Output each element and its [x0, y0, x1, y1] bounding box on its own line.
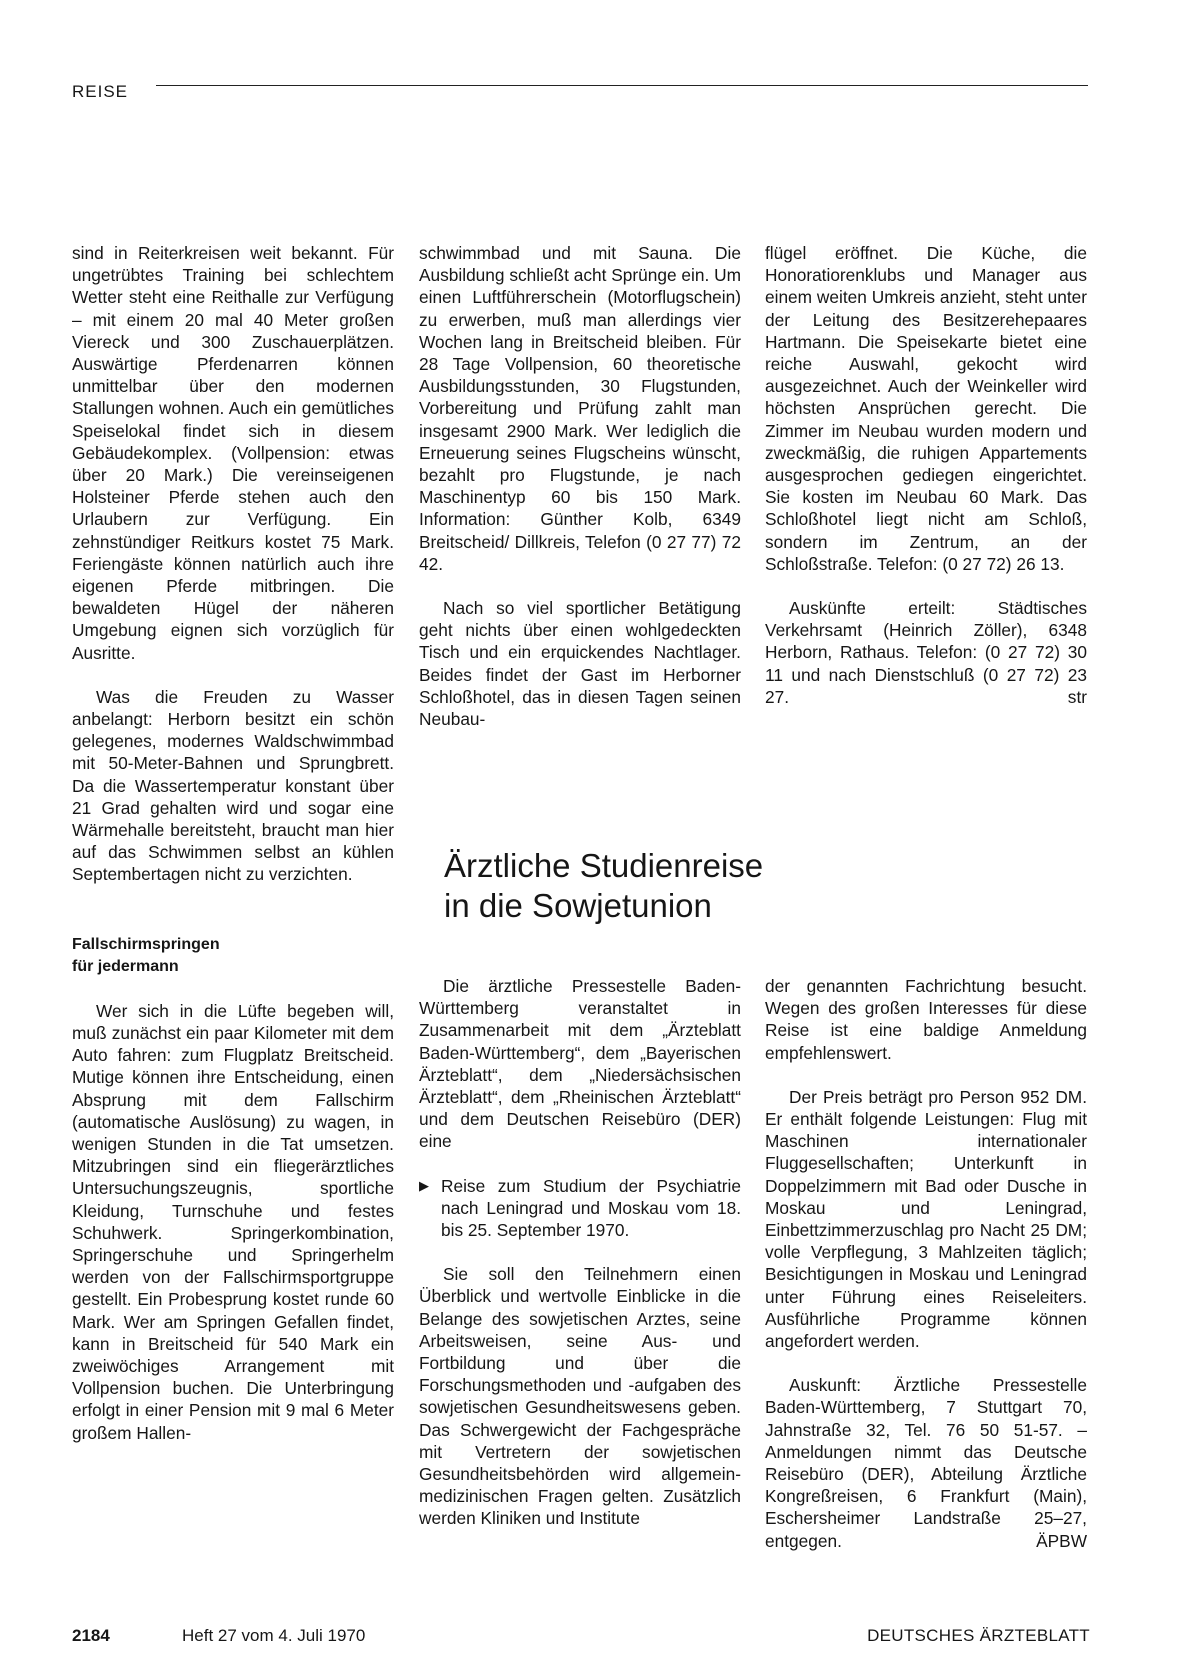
heading-line: Fallschirmspringen: [72, 935, 220, 953]
story-title: [444, 846, 763, 926]
paragraph: Auskunft: Ärztliche Pressestelle Baden-Württemberg, 7 Stuttgart 70, Jahnstraße 32, Tel. 76 50 51-57. – Anmeldungen nimmt das Deutsche Reisebüro (DER), Abteilung Ärztliche Kongreßreisen, 6 Frankfurt (Main), Eschersheimer Landstraße 25–27, entgegen.: [765, 1375, 1087, 1551]
heading-line: für jedermann: [72, 957, 179, 975]
story-column-1: [419, 975, 741, 1530]
journal-name: DEUTSCHES ÄRZTEBLATT: [867, 1626, 1090, 1645]
header-rule: [156, 85, 1088, 86]
issue-info: Heft 27 vom 4. Juli 1970: [182, 1626, 366, 1645]
paragraph: sind in Reiterkreisen weit bekannt. Für ungetrübtes Training bei schlechtem Wetter steht eine Reithalle zur Verfügung – mit einem 20 mal 40 Meter großen Viereck und 300 Zuschauerplätzen. Auswärtige Pferdenarren können unmittelbar über den modernen Stallungen wohnen. Auch ein gemütliches Speiselokal findet sich in diesem Gebäudekomplex. (Vollpension: etwas über 20 Mark.) Die vereinseigenen Holsteiner Pferde stehen auch den Urlaubern zur Verfügung. Ein zehnstündiger Reitkurs kostet 75 Mark. Feriengäste können natürlich auch ihre eigenen Pferde mitbringen. Die bewaldeten Hügel der näheren Umgebung eignen sich vorzüglich für Ausritte.: [72, 243, 394, 663]
paragraph: Die ärztliche Pressestelle Baden-Württemberg veranstaltet in Zusammenarbeit mit dem „Ärzteblatt Baden-Württemberg“, dem „Bayerischen Ärzteblatt“, dem „Niedersächsischen Ärzteblatt“, dem „Rheinischen Ärzteblatt“ und dem Deutschen Reisebüro (DER) eine: [419, 976, 741, 1152]
paragraph: Sie soll den Teilnehmern einen Überblick und wertvolle Einblicke in die Belange des sowjetischen Arztes, seine Arbeitsweisen, seine Aus- und Fortbildung und über die Forschungsmethoden und -aufgaben des sowjetischen Gesundheitswesens geben. Das Schwergewicht der Fachgespräche mit Vertretern der sowjetischen Gesundheitsbehörden wird allgemein-medizinischen Fragen gelten. Zusätzlich werden Kliniken und Institute: [419, 1264, 741, 1529]
page-number: 2184: [72, 1626, 110, 1645]
author-signature: ÄPBW: [1036, 1530, 1087, 1551]
bullet-item: [419, 1175, 741, 1242]
section-heading: [72, 934, 394, 978]
paragraph: Der Preis beträgt pro Person 952 DM. Er enthält folgende Leistungen: Flug mit Maschinen internationaler Fluggesellschaften; Unterkunft in Doppelzimmern mit Bad oder Dusche in Moskau und Leningrad, Einbettzimmerzuschlag pro Nacht 25 DM; volle Verpflegung, 3 Mahlzeiten täglich; Besichtigungen in Moskau und Leningrad unter Führung eines Reiseleiters. Ausführliche Programme können angefordert werden.: [765, 1086, 1087, 1352]
column-1: [72, 242, 394, 1444]
paragraph: schwimmbad und mit Sauna. Die Ausbildung schließt acht Sprünge ein. Um einen Luftführerschein (Motorflugschein) zu erwerben, muß man allerdings vier Wochen lang in Breitscheid bleiben. Für 28 Tage Vollpension, 60 theoretische Ausbildungsstunden, 30 Flugstunden, Vorbereitung und Prüfung zahlt man insgesamt 2900 Mark. Wer lediglich die Erneuerung seines Flugscheins wünscht, bezahlt pro Flugstunde, je nach Maschinentyp 60 bis 150 Mark. Information: Günther Kolb, 6349 Breitscheid/ Dillkreis, Telefon (0 27 77) 72 42.: [419, 243, 741, 574]
paragraph: der genannten Fachrichtung besucht. Wegen des großen Interesses für diese Reise ist eine baldige Anmeldung empfehlenswert.: [765, 976, 1087, 1063]
story-column-2: [765, 975, 1087, 1552]
paragraph: Auskünfte erteilt: Städtisches Verkehrsamt (Heinrich Zöller), 6348 Herborn, Rathaus. Telefon: (0 27 72) 30 11 und nach Dienstschluß (0 27 72) 23 27.: [765, 598, 1087, 707]
column-2: [419, 242, 741, 730]
title-line: in die Sowjetunion: [444, 887, 712, 924]
triangle-bullet-icon: ▶: [419, 1177, 429, 1193]
paragraph: Was die Freuden zu Wasser anbelangt: Herborn besitzt ein schön gelegenes, modernes Waldschwimmbad mit 50-Meter-Bahnen und Sprungbrett. Da die Wassertemperatur konstant über 21 Grad gehalten wird und sogar eine Wärmehalle bereitsteht, braucht man hier auf das Schwimmen selbst an kühlen Septembertagen nicht zu verzichten.: [72, 686, 394, 885]
section-label: REISE: [72, 82, 129, 101]
paragraph: flügel eröffnet. Die Küche, die Honoratiorenklubs und Manager aus einem weiten Umkreis anzieht, steht unter der Leitung des Besitzerehepaares Hartmann. Die Speisekarte bietet eine reiche Auswahl, gekocht wird ausgezeichnet. Auch der Weinkeller wird höchsten Ansprüchen gerecht. Die Zimmer im Neubau wurden modern und zweckmäßig, die ruhigen Appartements ausgesprochen gediegen eingerichtet. Sie kosten im Neubau 60 Mark. Das Schloßhotel liegt nicht am Schloß, sondern im Zentrum, an der Schloßstraße. Telefon: (0 27 72) 26 13.: [765, 243, 1087, 574]
title-line: Ärztliche Studienreise: [444, 847, 764, 884]
paragraph: Nach so viel sportlicher Betätigung geht nichts über einen wohlgedeckten Tisch und ein erquickendes Nachtlager. Beides findet der Gast im Herborner Schloßhotel, das in diesen Tagen seinen Neubau-: [419, 598, 741, 730]
column-3: [765, 242, 1087, 708]
paragraph: Wer sich in die Lüfte begeben will, muß zunächst ein paar Kilometer mit dem Auto fahren: zum Flugplatz Breitscheid. Mutige können ihre Entscheidung, einen Absprung mit dem Fallschirm (automatische Auslösung) zu wagen, in wenigen Stunden in die Tat umsetzen. Mitzubringen sind ein fliegerärztliches Untersuchungszeugnis, sportliche Kleidung, Turnschuhe und festes Schuhwerk. Springerkombination, Springerschuhe und Springerhelm werden von der Fallschirmsportgruppe gestellt. Ein Probesprung kostet runde 60 Mark. Wer am Springen Gefallen findet, kann in Breitscheid für 540 Mark ein zweiwöchiges Arrangement mit Vollpension buchen. Die Unterbringung erfolgt in einer Pension mit 9 mal 6 Meter großem Hallen-: [72, 1000, 394, 1443]
author-signature: str: [1067, 687, 1087, 708]
bullet-text: Reise zum Studium der Psychiatrie nach Leningrad und Moskau vom 18. bis 25. September 1970.: [441, 1175, 741, 1241]
